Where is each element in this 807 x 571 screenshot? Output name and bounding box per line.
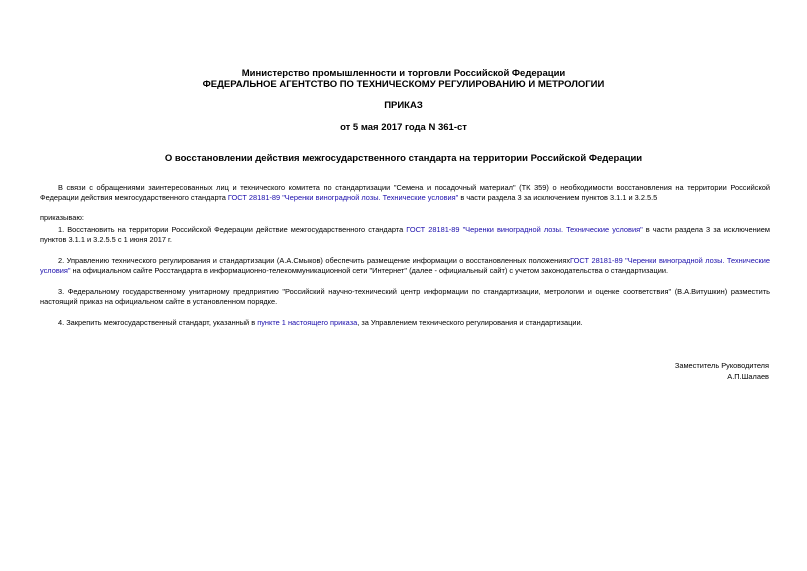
ministry-name: Министерство промышленности и торговли Российской Федерации xyxy=(241,68,566,79)
gost-link-p1[interactable]: ГОСТ 28181-89 "Черенки виноградной лозы. Технические условия" xyxy=(406,225,643,234)
paragraph-4 xyxy=(40,318,770,328)
p2-text-b: на официальном сайте Росстандарта в информационно-телекоммуникационной сети "Интернет" (далее - официальный сайт) с учетом законодательства о стандартизации. xyxy=(70,266,669,275)
p1-text-b: в части раздела 3 за исключением пунктов 3.1.1 и 3.2.5.5 с 1 июня 2017 г. xyxy=(40,225,770,244)
signature-name: А.П.Шалаев xyxy=(727,372,769,381)
document-date-number: от 5 мая 2017 года N 361-ст xyxy=(340,122,467,133)
intro-paragraph xyxy=(40,183,770,203)
paragraph-2 xyxy=(40,256,770,276)
p4-text-a: 4. Закрепить межгосударственный стандарт, указанный в xyxy=(58,318,258,327)
p2-text-a: 2. Управлению технического регулирования и стандартизации (А.А.Смыков) обеспечить размещение информации о восстановленных положениях xyxy=(58,256,571,265)
order-point-link[interactable]: пункте 1 настоящего приказа xyxy=(257,318,358,327)
intro-text-b: в части раздела 3 за исключением пунктов 3.1.1 и 3.2.5.5 xyxy=(458,193,658,202)
document-title: О восстановлении действия межгосударственного стандарта на территории Российской Федерации xyxy=(164,153,643,164)
signature-position: Заместитель Руководителя xyxy=(674,361,769,370)
paragraph-1 xyxy=(40,225,770,245)
document-type: ПРИКАЗ xyxy=(384,100,423,111)
order-word: приказываю: xyxy=(40,213,84,222)
p4-text-b: , за Управлением технического регулирования и стандартизации. xyxy=(357,318,583,327)
paragraph-3: 3. Федеральному государственному унитарному предприятию "Российский научно-технический центр информации по стандартизации, метрологии и оценке соответствия" (В.А.Витушкин) разместить настоящий приказ на официальном сайте в установленном порядке. xyxy=(40,287,770,306)
agency-name: ФЕДЕРАЛЬНОЕ АГЕНТСТВО ПО ТЕХНИЧЕСКОМУ РЕГУЛИРОВАНИЮ И МЕТРОЛОГИИ xyxy=(202,79,605,90)
intro-text-a: В связи с обращениями заинтересованных лиц и технического комитета по стандартизации "Семена и посадочный материал" (ТК 359) о необходимости восстановления на территории Российской Федерации действия межгосударственного стандарта xyxy=(40,183,770,202)
gost-link-p2[interactable]: ГОСТ 28181-89 "Черенки виноградной лозы. Технические условия" xyxy=(40,256,770,275)
p1-text-a: 1. Восстановить на территории Российской Федерации действие межгосударственного стандарта xyxy=(58,225,407,234)
gost-link-intro[interactable]: ГОСТ 28181-89 "Черенки виноградной лозы. Технические условия" xyxy=(227,193,459,202)
